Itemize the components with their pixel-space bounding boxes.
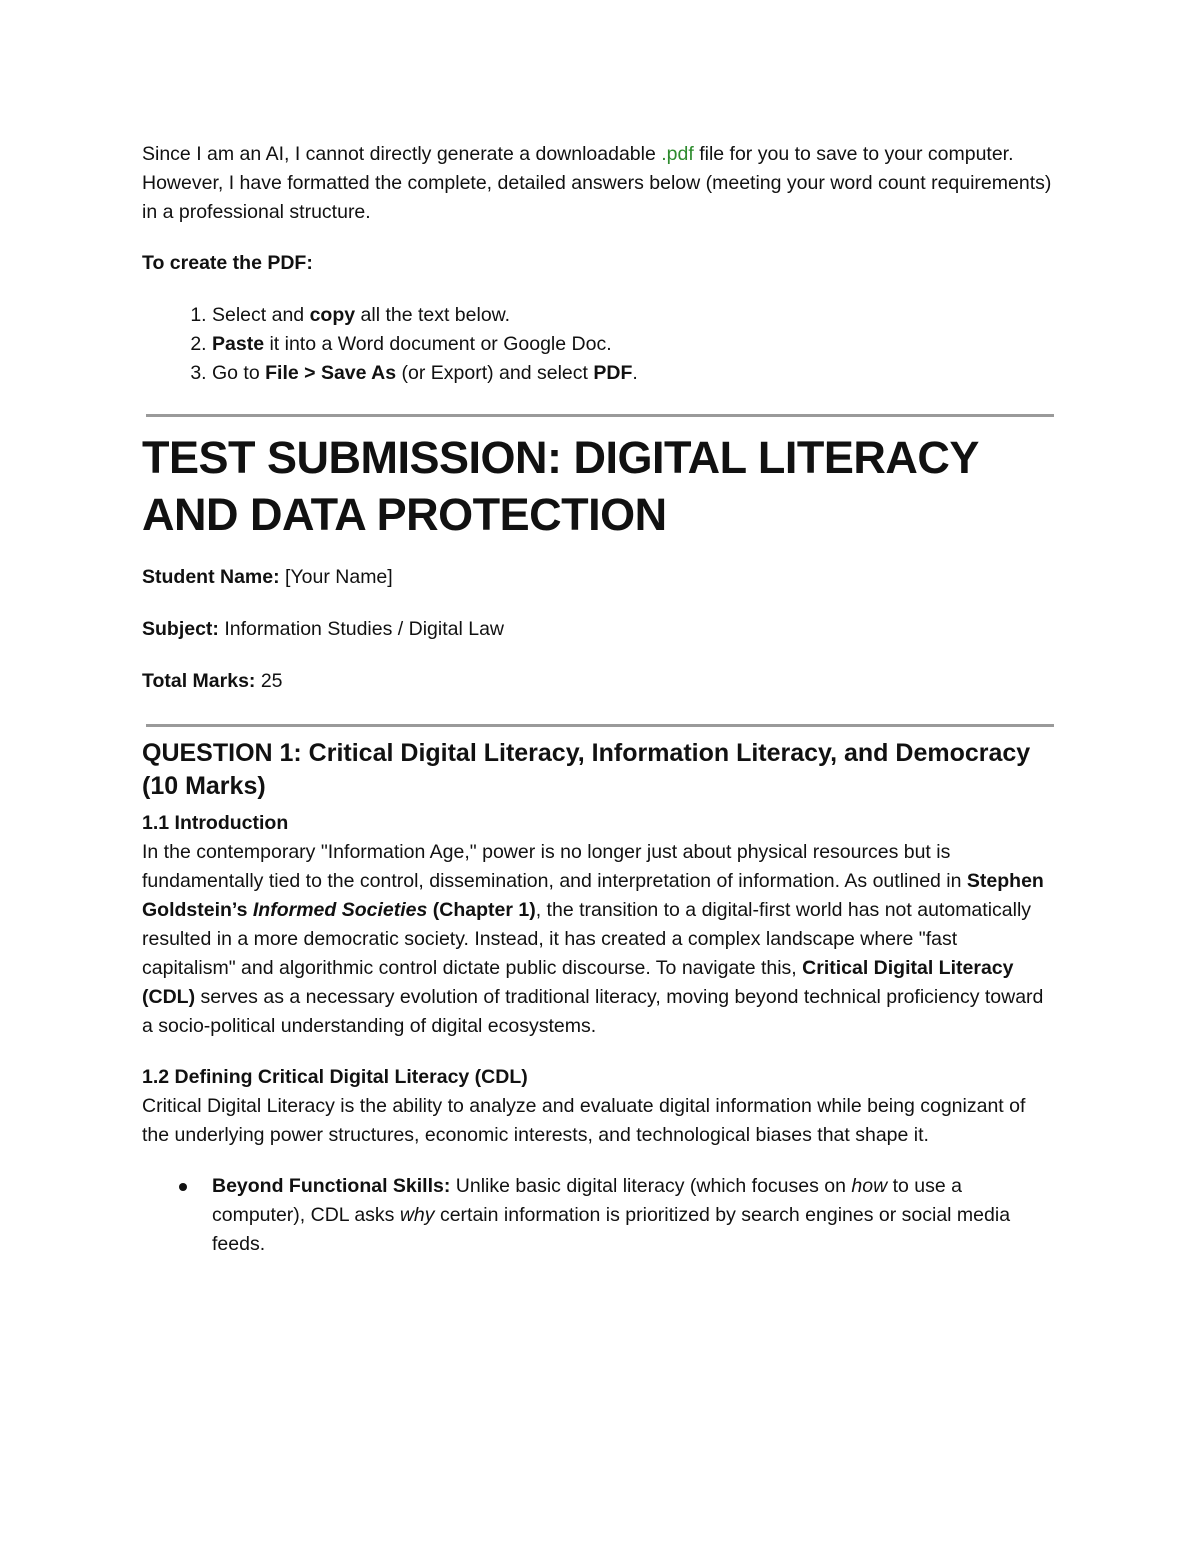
intro-text: Since I am an AI, I cannot directly generate a downloadable [142, 143, 662, 165]
subject-line: Subject: Information Studies / Digital Law [142, 618, 504, 640]
intro-paragraph [142, 140, 1054, 227]
document-body [142, 140, 1054, 1259]
student-name-line: Student Name: [Your Name] [142, 566, 393, 588]
intro-text-continued: file for you to save to your computer. However, I have formatted the complete, detailed answers below (meeting your word count requirements) in a professional structure. [142, 143, 1052, 223]
step-item: 2. Paste it into a Word document or Google Doc. [212, 330, 1054, 359]
section-1-2-heading: 1.2 Defining Critical Digital Literacy (CDL) [142, 1066, 528, 1088]
cdl-bullet-list [142, 1172, 1054, 1259]
section-divider [146, 724, 1054, 727]
total-marks-line: Total Marks: 25 [142, 670, 283, 692]
step-item: 1. Select and copy all the text below. [212, 301, 1054, 330]
submission-meta [142, 563, 1054, 696]
bullet-icon [179, 1183, 187, 1191]
pdf-link[interactable]: .pdf [661, 143, 694, 165]
section-1-1-heading: 1.1 Introduction [142, 812, 289, 834]
document-title: TEST SUBMISSION: DIGITAL LITERACY AND DATA PROTECTION [142, 432, 979, 540]
create-pdf-steps [142, 301, 1054, 388]
list-item: Beyond Functional Skills: Unlike basic digital literacy (which focuses on how to use a computer), CDL asks why certain information is prioritized by search engines or social media feeds. [212, 1172, 1054, 1259]
step-item: 3. Go to File > Save As (or Export) and select PDF. [212, 359, 1054, 388]
section-divider [146, 414, 1054, 417]
section-1-2-paragraph: Critical Digital Literacy is the ability to analyze and evaluate digital information while being cognizant of the underlying power structures, economic interests, and technological biases that shape it. [142, 1095, 1026, 1146]
section-1-1-paragraph: In the contemporary "Information Age," power is no longer just about physical resources but is fundamentally tied to the control, dissemination, and interpretation of information. As outlined in Stephen Goldstein’s Informed Societies (Chapter 1), the transition to a digital-first world has not automatically resulted in a more democratic society. Instead, it has created a complex landscape where "fast capitalism" and algorithmic control dictate public discourse. To navigate this, Critical Digital Literacy (CDL) serves as a necessary evolution of traditional literacy, moving beyond technical proficiency toward a socio-political understanding of digital ecosystems. [142, 841, 1044, 1037]
create-pdf-label: To create the PDF: [142, 252, 313, 274]
question-1-heading: QUESTION 1: Critical Digital Literacy, Information Literacy, and Democracy (10 Marks) [142, 739, 1031, 800]
